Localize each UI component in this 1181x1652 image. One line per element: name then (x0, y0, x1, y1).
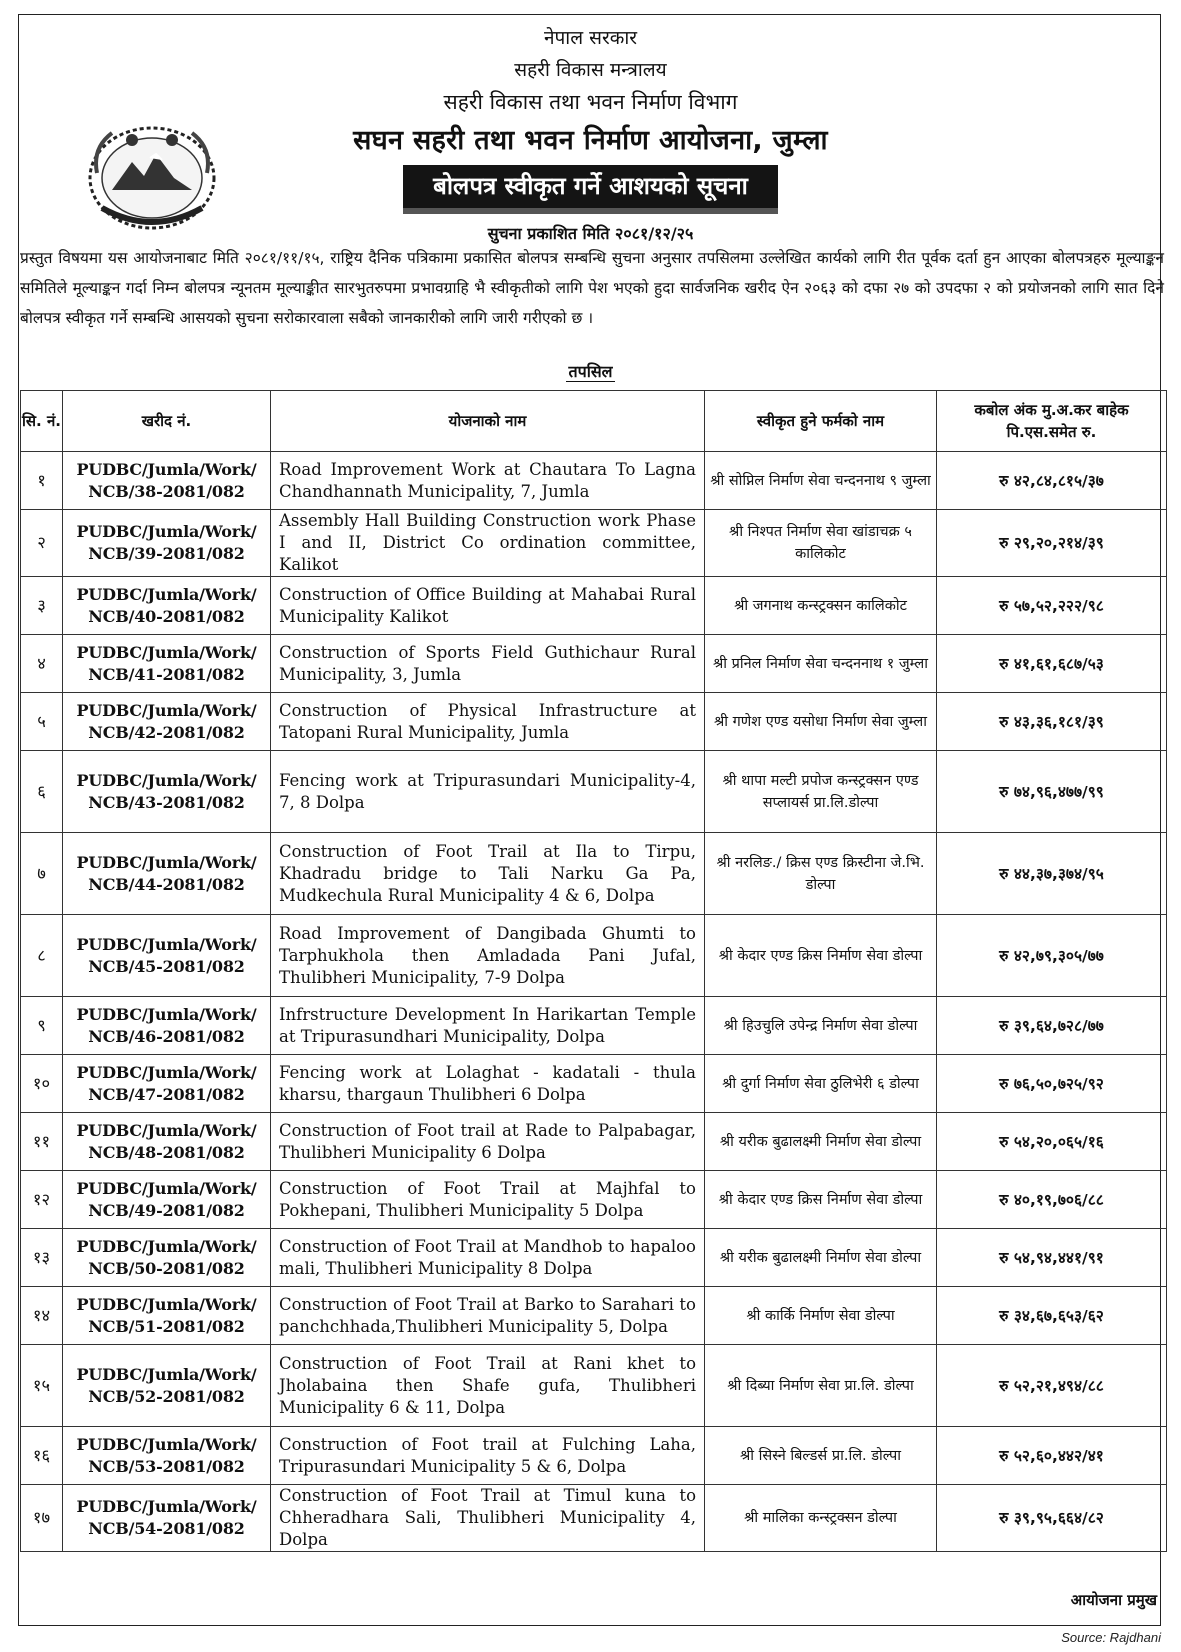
row-bid-amount: रु ४२,७९,३०५/७७ (937, 915, 1167, 997)
row-procurement-code (63, 1287, 271, 1345)
row-procurement-code (63, 997, 271, 1055)
row-procurement-code (63, 751, 271, 833)
row-firm-name: श्री कार्कि निर्माण सेवा डोल्पा (705, 1287, 937, 1345)
row-serial-number: ११ (21, 1113, 63, 1171)
row-bid-amount: रु ४१,६१,६८७/५३ (937, 635, 1167, 693)
row-project-name: Fencing work at Tripurasundari Municipality-4, 7, 8 Dolpa (271, 751, 705, 833)
row-procurement-code (63, 635, 271, 693)
row-serial-number: १३ (21, 1229, 63, 1287)
row-serial-number: ९ (21, 997, 63, 1055)
row-procurement-code (63, 1055, 271, 1113)
row-bid-amount: रु ५४,२०,०६५/१६ (937, 1113, 1167, 1171)
code-line-2: NCB/42-2081/082 (88, 722, 245, 742)
table-row (21, 452, 1167, 510)
row-firm-name: श्री सोप्निल निर्माण सेवा चन्दननाथ ९ जुम्ला (705, 452, 937, 510)
row-project-name: Construction of Foot Trail at Mandhob to hapaloo mali, Thulibheri Municipality 8 Dolpa (271, 1229, 705, 1287)
row-serial-number: १६ (21, 1427, 63, 1485)
row-serial-number: १ (21, 452, 63, 510)
table-row (21, 751, 1167, 833)
table-row (21, 1427, 1167, 1485)
row-project-name: Construction of Physical Infrastructure at Tatopani Rural Municipality, Jumla (271, 693, 705, 751)
row-firm-name: श्री दिब्या निर्माण सेवा प्रा.लि. डोल्पा (705, 1345, 937, 1427)
row-procurement-code (63, 693, 271, 751)
code-line-2: NCB/39-2081/082 (88, 544, 245, 563)
signature-title: आयोजना प्रमुख (1070, 1591, 1157, 1609)
row-bid-amount: रु ५४,९४,४४१/९१ (937, 1229, 1167, 1287)
row-firm-name: श्री मालिका कन्स्ट्रक्सन डोल्पा (705, 1485, 937, 1552)
row-serial-number: ३ (21, 577, 63, 635)
table-body (21, 452, 1167, 1552)
row-serial-number: ७ (21, 833, 63, 915)
code-line-1: PUDBC/Jumla/Work/ (76, 934, 257, 954)
row-bid-amount: रु ४३,३६,१८१/३९ (937, 693, 1167, 751)
code-line-2: NCB/46-2081/082 (88, 1026, 245, 1046)
row-procurement-code (63, 1345, 271, 1427)
source-credit: Source: Rajdhani (1061, 1630, 1161, 1645)
code-line-1: PUDBC/Jumla/Work/ (76, 1178, 257, 1198)
table-row (21, 915, 1167, 997)
header-department: सहरी विकास तथा भवन निर्माण विभाग (443, 90, 738, 114)
row-project-name: Road Improvement Work at Chautara To Lagna Chandhannath Municipality, 7, Jumla (271, 452, 705, 510)
row-bid-amount: रु ३४,६७,६५३/६२ (937, 1287, 1167, 1345)
header-project-office: सघन सहरी तथा भवन निर्माण आयोजना, जुम्ला (353, 125, 828, 156)
row-serial-number: ४ (21, 635, 63, 693)
code-line-2: NCB/43-2081/082 (88, 792, 245, 812)
code-line-2: NCB/44-2081/082 (88, 874, 245, 894)
header-government: नेपाल सरकार (543, 27, 638, 49)
row-project-name: Construction of Office Building at Mahabai Rural Municipality Kalikot (271, 577, 705, 635)
code-line-1: PUDBC/Jumla/Work/ (76, 459, 257, 479)
row-serial-number: २ (21, 510, 63, 577)
code-line-1: PUDBC/Jumla/Work/ (76, 1236, 257, 1256)
row-bid-amount: रु ४२,८४,८१५/३७ (937, 452, 1167, 510)
table-row (21, 510, 1167, 577)
code-line-1: PUDBC/Jumla/Work/ (76, 522, 257, 541)
row-procurement-code (63, 1485, 271, 1552)
row-firm-name: श्री हिउचुलि उपेन्द्र निर्माण सेवा डोल्पा (705, 997, 937, 1055)
row-project-name: Construction of Foot trail at Fulching Laha, Tripurasundari Municipality 5 & 6, Dolpa (271, 1427, 705, 1485)
row-bid-amount: रु ४४,३७,३७४/९५ (937, 833, 1167, 915)
row-serial-number: १४ (21, 1287, 63, 1345)
code-line-2: NCB/51-2081/082 (88, 1316, 245, 1336)
row-firm-name: श्री निश्पत निर्माण सेवा खांडाचक्र ५ कालिकोट (705, 510, 937, 577)
row-project-name: Construction of Foot Trail at Majhfal to Pokhepani, Thulibheri Municipality 5 Dolpa (271, 1171, 705, 1229)
row-serial-number: ६ (21, 751, 63, 833)
table-row (21, 1113, 1167, 1171)
code-line-2: NCB/38-2081/082 (88, 481, 245, 501)
code-line-1: PUDBC/Jumla/Work/ (76, 1294, 257, 1314)
table-row (21, 1485, 1167, 1552)
table-title: तपसिल (568, 362, 613, 381)
code-line-2: NCB/52-2081/082 (88, 1386, 245, 1406)
table-row (21, 577, 1167, 635)
row-project-name: Infrstructure Development In Harikartan Temple at Tripurasundhari Municipality, Dolpa (271, 997, 705, 1055)
row-serial-number: ८ (21, 915, 63, 997)
row-firm-name: श्री गणेश एण्ड यसोधा निर्माण सेवा जुम्ला (705, 693, 937, 751)
row-bid-amount: रु ७६,५०,७२५/९२ (937, 1055, 1167, 1113)
row-procurement-code (63, 1113, 271, 1171)
row-bid-amount: रु ३९,९५,६६४/८२ (937, 1485, 1167, 1552)
row-bid-amount: रु ४०,१९,७०६/८८ (937, 1171, 1167, 1229)
notice-header (0, 14, 1181, 244)
code-line-2: NCB/50-2081/082 (88, 1258, 245, 1278)
table-row (21, 1287, 1167, 1345)
row-project-name: Construction of Foot Trail at Ila to Tirpu, Khadradu bridge to Tali Narku Ga Pa, Mudkechula Rural Municipality 4 & 6, Dolpa (271, 833, 705, 915)
code-line-2: NCB/48-2081/082 (88, 1142, 245, 1162)
row-procurement-code (63, 833, 271, 915)
table-row (21, 693, 1167, 751)
row-procurement-code (63, 1229, 271, 1287)
row-serial-number: १२ (21, 1171, 63, 1229)
code-line-1: PUDBC/Jumla/Work/ (76, 1364, 257, 1384)
code-line-2: NCB/40-2081/082 (88, 606, 245, 626)
col-header-amount: कबोल अंक मु.अ.कर बाहेक पि.एस.समेत रु. (937, 391, 1167, 452)
col-header-firm: स्वीकृत हुने फर्मको नाम (705, 391, 937, 452)
row-bid-amount: रु ७४,९६,४७७/९९ (937, 751, 1167, 833)
row-project-name: Construction of Foot Trail at Rani khet to Jholabaina then Shafe gufa, Thulibheri Municipality 6 & 11, Dolpa (271, 1345, 705, 1427)
table-row (21, 1229, 1167, 1287)
code-line-1: PUDBC/Jumla/Work/ (76, 1004, 257, 1024)
row-procurement-code (63, 510, 271, 577)
row-bid-amount: रु ५७,५२,२२२/९८ (937, 577, 1167, 635)
table-row (21, 833, 1167, 915)
table-row (21, 1345, 1167, 1427)
row-procurement-code (63, 1171, 271, 1229)
code-line-1: PUDBC/Jumla/Work/ (76, 1062, 257, 1082)
row-project-name: Road Improvement of Dangibada Ghumti to Tarphukhola then Amladada Pani Jufal, Thulibheri Municipality, 7-9 Dolpa (271, 915, 705, 997)
code-line-2: NCB/53-2081/082 (88, 1456, 245, 1476)
row-firm-name: श्री नरलिङ./ क्रिस एण्ड क्रिस्टीना जे.भि. डोल्पा (705, 833, 937, 915)
row-project-name: Construction of Sports Field Guthichaur Rural Municipality, 3, Jumla (271, 635, 705, 693)
code-line-1: PUDBC/Jumla/Work/ (76, 852, 257, 872)
bid-table (20, 390, 1167, 1552)
code-line-1: PUDBC/Jumla/Work/ (76, 584, 257, 604)
row-serial-number: ५ (21, 693, 63, 751)
row-serial-number: १७ (21, 1485, 63, 1552)
row-bid-amount: रु ५२,२१,४९४/८८ (937, 1345, 1167, 1427)
row-procurement-code (63, 915, 271, 997)
table-row (21, 1171, 1167, 1229)
code-line-2: NCB/45-2081/082 (88, 956, 245, 976)
table-header-row (21, 391, 1167, 452)
row-serial-number: १५ (21, 1345, 63, 1427)
row-firm-name: श्री थापा मल्टी प्रपोज कन्स्ट्रक्सन एण्ड सप्लायर्स प्रा.लि.डोल्पा (705, 751, 937, 833)
row-procurement-code (63, 577, 271, 635)
code-line-1: PUDBC/Jumla/Work/ (76, 700, 257, 720)
table-row (21, 997, 1167, 1055)
row-project-name: Fencing work at Lolaghat - kadatali - thula kharsu, thargaun Thulibheri 6 Dolpa (271, 1055, 705, 1113)
col-header-sn: सि. नं. (21, 391, 63, 452)
table-row (21, 635, 1167, 693)
row-bid-amount: रु ३९,६४,७२८/७७ (937, 997, 1167, 1055)
notice-banner: बोलपत्र स्वीकृत गर्ने आशयको सूचना (403, 165, 778, 214)
code-line-1: PUDBC/Jumla/Work/ (76, 1497, 257, 1516)
code-line-1: PUDBC/Jumla/Work/ (76, 642, 257, 662)
code-line-1: PUDBC/Jumla/Work/ (76, 1434, 257, 1454)
code-line-2: NCB/49-2081/082 (88, 1200, 245, 1220)
code-line-2: NCB/41-2081/082 (88, 664, 245, 684)
row-project-name: Assembly Hall Building Construction work Phase I and II, District Co ordination committee, Kalikot (271, 510, 705, 577)
published-date: सुचना प्रकाशित मिति २०८१/१२/२५ (487, 224, 694, 243)
row-firm-name: श्री प्रनिल निर्माण सेवा चन्दननाथ १ जुम्ला (705, 635, 937, 693)
row-project-name: Construction of Foot Trail at Barko to Sarahari to panchchhada,Thulibheri Municipality 5, Dolpa (271, 1287, 705, 1345)
row-serial-number: १० (21, 1055, 63, 1113)
code-line-2: NCB/54-2081/082 (88, 1519, 245, 1538)
row-firm-name: श्री सिस्ने बिल्डर्स प्रा.लि. डोल्पा (705, 1427, 937, 1485)
row-firm-name: श्री केदार एण्ड क्रिस निर्माण सेवा डोल्पा (705, 915, 937, 997)
code-line-1: PUDBC/Jumla/Work/ (76, 770, 257, 790)
row-procurement-code (63, 452, 271, 510)
col-header-code: खरीद नं. (63, 391, 271, 452)
row-firm-name: श्री दुर्गा निर्माण सेवा ठुलिभेरी ६ डोल्पा (705, 1055, 937, 1113)
row-firm-name: श्री यरीक बुढालक्ष्मी निर्माण सेवा डोल्पा (705, 1229, 937, 1287)
row-bid-amount: रु २९,२०,२१४/३९ (937, 510, 1167, 577)
header-ministry: सहरी विकास मन्त्रालय (514, 59, 667, 81)
code-line-2: NCB/47-2081/082 (88, 1084, 245, 1104)
col-header-project: योजनाको नाम (271, 391, 705, 452)
row-procurement-code (63, 1427, 271, 1485)
row-bid-amount: रु ५२,६०,४४२/४१ (937, 1427, 1167, 1485)
row-project-name: Construction of Foot Trail at Timul kuna to Chheradhara Sali, Thulibheri Municipality 4, Dolpa (271, 1485, 705, 1552)
row-firm-name: श्री जगनाथ कन्स्ट्रक्सन कालिकोट (705, 577, 937, 635)
code-line-1: PUDBC/Jumla/Work/ (76, 1120, 257, 1140)
row-firm-name: श्री यरीक बुढालक्ष्मी निर्माण सेवा डोल्पा (705, 1113, 937, 1171)
intro-paragraph: प्रस्तुत विषयमा यस आयोजनाबाट मिति २०८१/११/१५, राष्ट्रिय दैनिक पत्रिकामा प्रकासित बोलपत्र सम्बन्धि सुचना अनुसार तपसिलमा उल्लेखित कार्यको लागि रीत पूर्वक दर्ता हुन आएका बोलपत्रहरु मूल्याङ्कन समितिले मूल्याङ्कन गर्दा निम्न बोलपत्र न्यूनतम मूल्याङ्कीत सारभुतरुपमा प्रभावग्राहि भै स्वीकृतीको लागि पेश भएको हुदा सार्वजनिक खरीद ऐन २०६३ को दफा २७ को उपदफा २ को प्रयोजनको लागि सात दिने बोलपत्र स्वीकृत गर्ने सम्बन्धि आसयको सुचना सरोकारवाला सबैको जानकारीको लागि जारी गरीएको छ । (20, 249, 1164, 327)
row-project-name: Construction of Foot trail at Rade to Palpabagar, Thulibheri Municipality 6 Dolpa (271, 1113, 705, 1171)
row-firm-name: श्री केदार एण्ड क्रिस निर्माण सेवा डोल्पा (705, 1171, 937, 1229)
table-row (21, 1055, 1167, 1113)
